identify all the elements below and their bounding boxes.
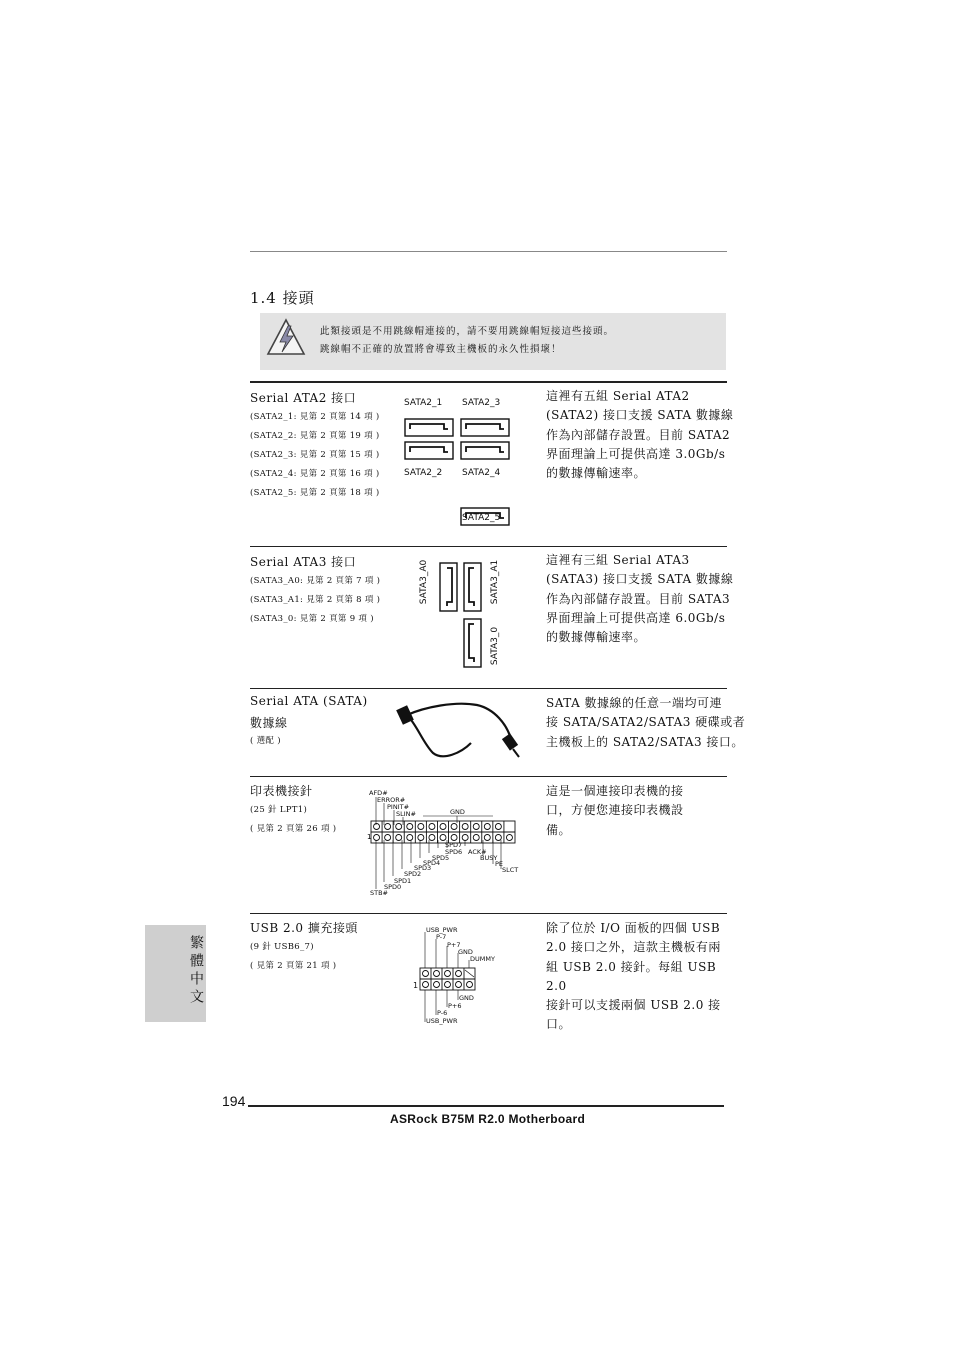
pin [374, 835, 380, 841]
pin [440, 835, 446, 841]
pin [385, 824, 391, 830]
desc-line: 接 SATA/SATA2/SATA3 硬碟或者 [546, 715, 746, 730]
pin [484, 835, 490, 841]
pin [385, 835, 391, 841]
pin-label: SPD2 [404, 870, 422, 878]
pin [495, 835, 501, 841]
usb-title: USB 2.0 擴充接頭 [250, 921, 358, 935]
pin-label: P-7 [436, 933, 447, 941]
pin-label: SLCT [502, 866, 519, 874]
pin-label: SPD4 [423, 859, 441, 867]
pin-label: SPD7 [445, 841, 463, 849]
sata2-item: (SATA2_2: 見第 2 頁第 19 項 ) [250, 431, 380, 441]
desc-line: 界面理論上可提供高達 6.0Gb/s [546, 610, 726, 625]
section-rule [250, 381, 727, 383]
desc-line: 口。 [546, 1017, 572, 1032]
pin-label: P+7 [447, 941, 461, 949]
pin [473, 824, 479, 830]
desc-line: SATA 數據線的任意一端均可連 [546, 696, 723, 710]
footer-text: ASRock B75M R2.0 Motherboard [390, 1112, 586, 1126]
sata2-item: (SATA2_3: 見第 2 頁第 15 項 ) [250, 450, 380, 460]
desc-line: 除了位於 I/O 面板的四個 USB [546, 921, 721, 935]
pin-label: P+6 [448, 1002, 462, 1010]
desc-line: 2.0 接口之外，這款主機板有兩 [546, 940, 721, 955]
pin [418, 835, 424, 841]
printer-section [250, 782, 336, 839]
pin-label: P-6 [437, 1009, 448, 1017]
pin [396, 824, 402, 830]
sata2-label: SATA2_1 [404, 398, 443, 408]
sata2-section [250, 389, 380, 503]
desc-line: 主機板上的 SATA2/SATA3 接口。 [546, 734, 744, 749]
sata2-item: (SATA2_1: 見第 2 頁第 14 項 ) [250, 412, 380, 422]
sata2-label: SATA2_4 [462, 468, 501, 478]
section-rule [250, 546, 727, 547]
printer-description [546, 782, 736, 840]
pin [396, 835, 402, 841]
printer-title: 印表機接針 [250, 784, 313, 798]
pin [418, 824, 424, 830]
sata3-item: (SATA3_0: 見第 2 頁第 9 項 ) [250, 614, 374, 624]
pin-label: GND [459, 994, 474, 1002]
pin-label: BUSY [480, 854, 498, 862]
usb-sub: (9 針 USB6_7) [250, 942, 314, 952]
section-rule [250, 776, 727, 777]
cable-note: ( 選配 ) [250, 736, 281, 746]
sata3-diagram [415, 555, 515, 675]
usb-diagram [410, 922, 520, 1032]
usb-section [250, 919, 358, 976]
desc-line: 作為內部儲存設置。目前 SATA3 [546, 591, 731, 606]
pin-label: DUMMY [470, 955, 495, 963]
pin-label: SPD6 [445, 848, 463, 856]
pin [462, 824, 468, 830]
pin [506, 835, 512, 841]
sata3-label: SATA3_A1 [490, 559, 500, 605]
pin-label: USB_PWR [426, 926, 458, 934]
printer-diagram [365, 785, 525, 897]
desc-line: 的數據傳輸速率。 [546, 630, 647, 645]
cable-section [250, 694, 368, 751]
warning-line-1: 此類接頭是不用跳線帽連接的，請不要用跳線帽短接這些接頭。 [320, 326, 615, 337]
pin [473, 835, 479, 841]
footer-rule [248, 1105, 724, 1107]
cable-description [546, 694, 746, 752]
pin-label: SPD3 [414, 864, 432, 872]
pin [407, 835, 413, 841]
desc-line: 這裡有五組 Serial ATA2 [546, 389, 690, 403]
warning-box [260, 313, 726, 370]
desc-line: (SATA2) 接口支援 SATA 數據線 [546, 408, 734, 423]
sata2-diagram [398, 395, 518, 530]
desc-line: 的數據傳輸速率。 [546, 466, 647, 481]
desc-line: 口，方便您連接印表機設 [546, 803, 684, 818]
pin1-label: 1 [413, 981, 419, 990]
desc-line: 備。 [546, 822, 572, 837]
pin [484, 824, 490, 830]
desc-line: 這是一個連接印表機的接 [546, 784, 684, 798]
pin [462, 835, 468, 841]
sata3-description [546, 551, 736, 647]
printer-sub: ( 見第 2 頁第 26 項 ) [250, 824, 337, 834]
sata2-label: SATA2_5 [462, 513, 501, 523]
pin-label: ACK# [468, 848, 487, 856]
section-title: 1.4 接頭 [250, 289, 315, 307]
cable-title-2: 數據線 [250, 716, 288, 730]
pin [451, 824, 457, 830]
sata3-connectors [415, 555, 515, 675]
sata2-label: SATA2_3 [462, 398, 501, 408]
usb-pin-grid [410, 922, 520, 1032]
pin-label: AFD# [369, 789, 388, 797]
pin-label: GND [458, 948, 473, 956]
pin-label: SPD5 [432, 854, 450, 862]
pin-label: STB# [370, 889, 389, 897]
sata2-item: (SATA2_4: 見第 2 頁第 16 項 ) [250, 469, 380, 479]
language-side-tab [145, 925, 206, 1022]
pin [495, 824, 501, 830]
warning-icon [266, 318, 306, 358]
usb-sub: ( 見第 2 頁第 21 項 ) [250, 961, 337, 971]
desc-line: 組 USB 2.0 接針。每組 USB 2.0 [546, 959, 717, 993]
pin [429, 824, 435, 830]
pin-label: GND [450, 808, 465, 816]
side-tab-label: 繁體中文 [188, 935, 204, 1007]
pin-label: SLIN# [396, 810, 416, 818]
pin [407, 824, 413, 830]
pin-label: SPD0 [384, 883, 402, 891]
pin-label: ERROR# [377, 796, 406, 804]
pin [451, 835, 457, 841]
page-number: 194 [222, 1093, 246, 1109]
printer-sub: (25 針 LPT1) [250, 805, 308, 815]
cable-title: Serial ATA (SATA) [250, 694, 368, 708]
svg-text:1: 1 [367, 833, 372, 841]
warning-line-2: 跳線帽不正確的放置將會導致主機板的永久性損壞！ [320, 344, 562, 355]
desc-line: (SATA3) 接口支援 SATA 數據線 [546, 572, 734, 587]
desc-line: 接針可以支援兩個 USB 2.0 接 [546, 998, 721, 1013]
sata2-item: (SATA2_5: 見第 2 頁第 18 項 ) [250, 488, 380, 498]
pin-label: PINIT# [387, 803, 410, 811]
pin-label: PE [495, 860, 504, 868]
sata3-label: SATA3_0 [490, 626, 500, 666]
sata3-item: (SATA3_A1: 見第 2 頁第 8 項 ) [250, 595, 381, 605]
sata-cable-image [395, 695, 525, 765]
top-rule [250, 251, 727, 252]
desc-line: 這裡有三組 Serial ATA3 [546, 553, 690, 567]
sata3-section [250, 553, 380, 629]
pin [440, 824, 446, 830]
pin [374, 824, 380, 830]
sata3-label: SATA3_A0 [419, 559, 429, 605]
desc-line: 界面理論上可提供高達 3.0Gb/s [546, 446, 726, 461]
pin-label: SPD1 [394, 877, 412, 885]
sata3-item: (SATA3_A0: 見第 2 頁第 7 項 ) [250, 576, 381, 586]
section-rule [250, 913, 727, 914]
sata2-description [546, 387, 736, 483]
desc-line: 作為內部儲存設置。目前 SATA2 [546, 427, 731, 442]
usb-description [546, 919, 736, 1035]
pin [429, 835, 435, 841]
sata2-label: SATA2_2 [404, 468, 443, 478]
pin-label: USB_PWR [426, 1017, 458, 1025]
sata3-title: Serial ATA3 接口 [250, 555, 357, 569]
sata2-title: Serial ATA2 接口 [250, 391, 357, 405]
section-rule [250, 688, 727, 689]
